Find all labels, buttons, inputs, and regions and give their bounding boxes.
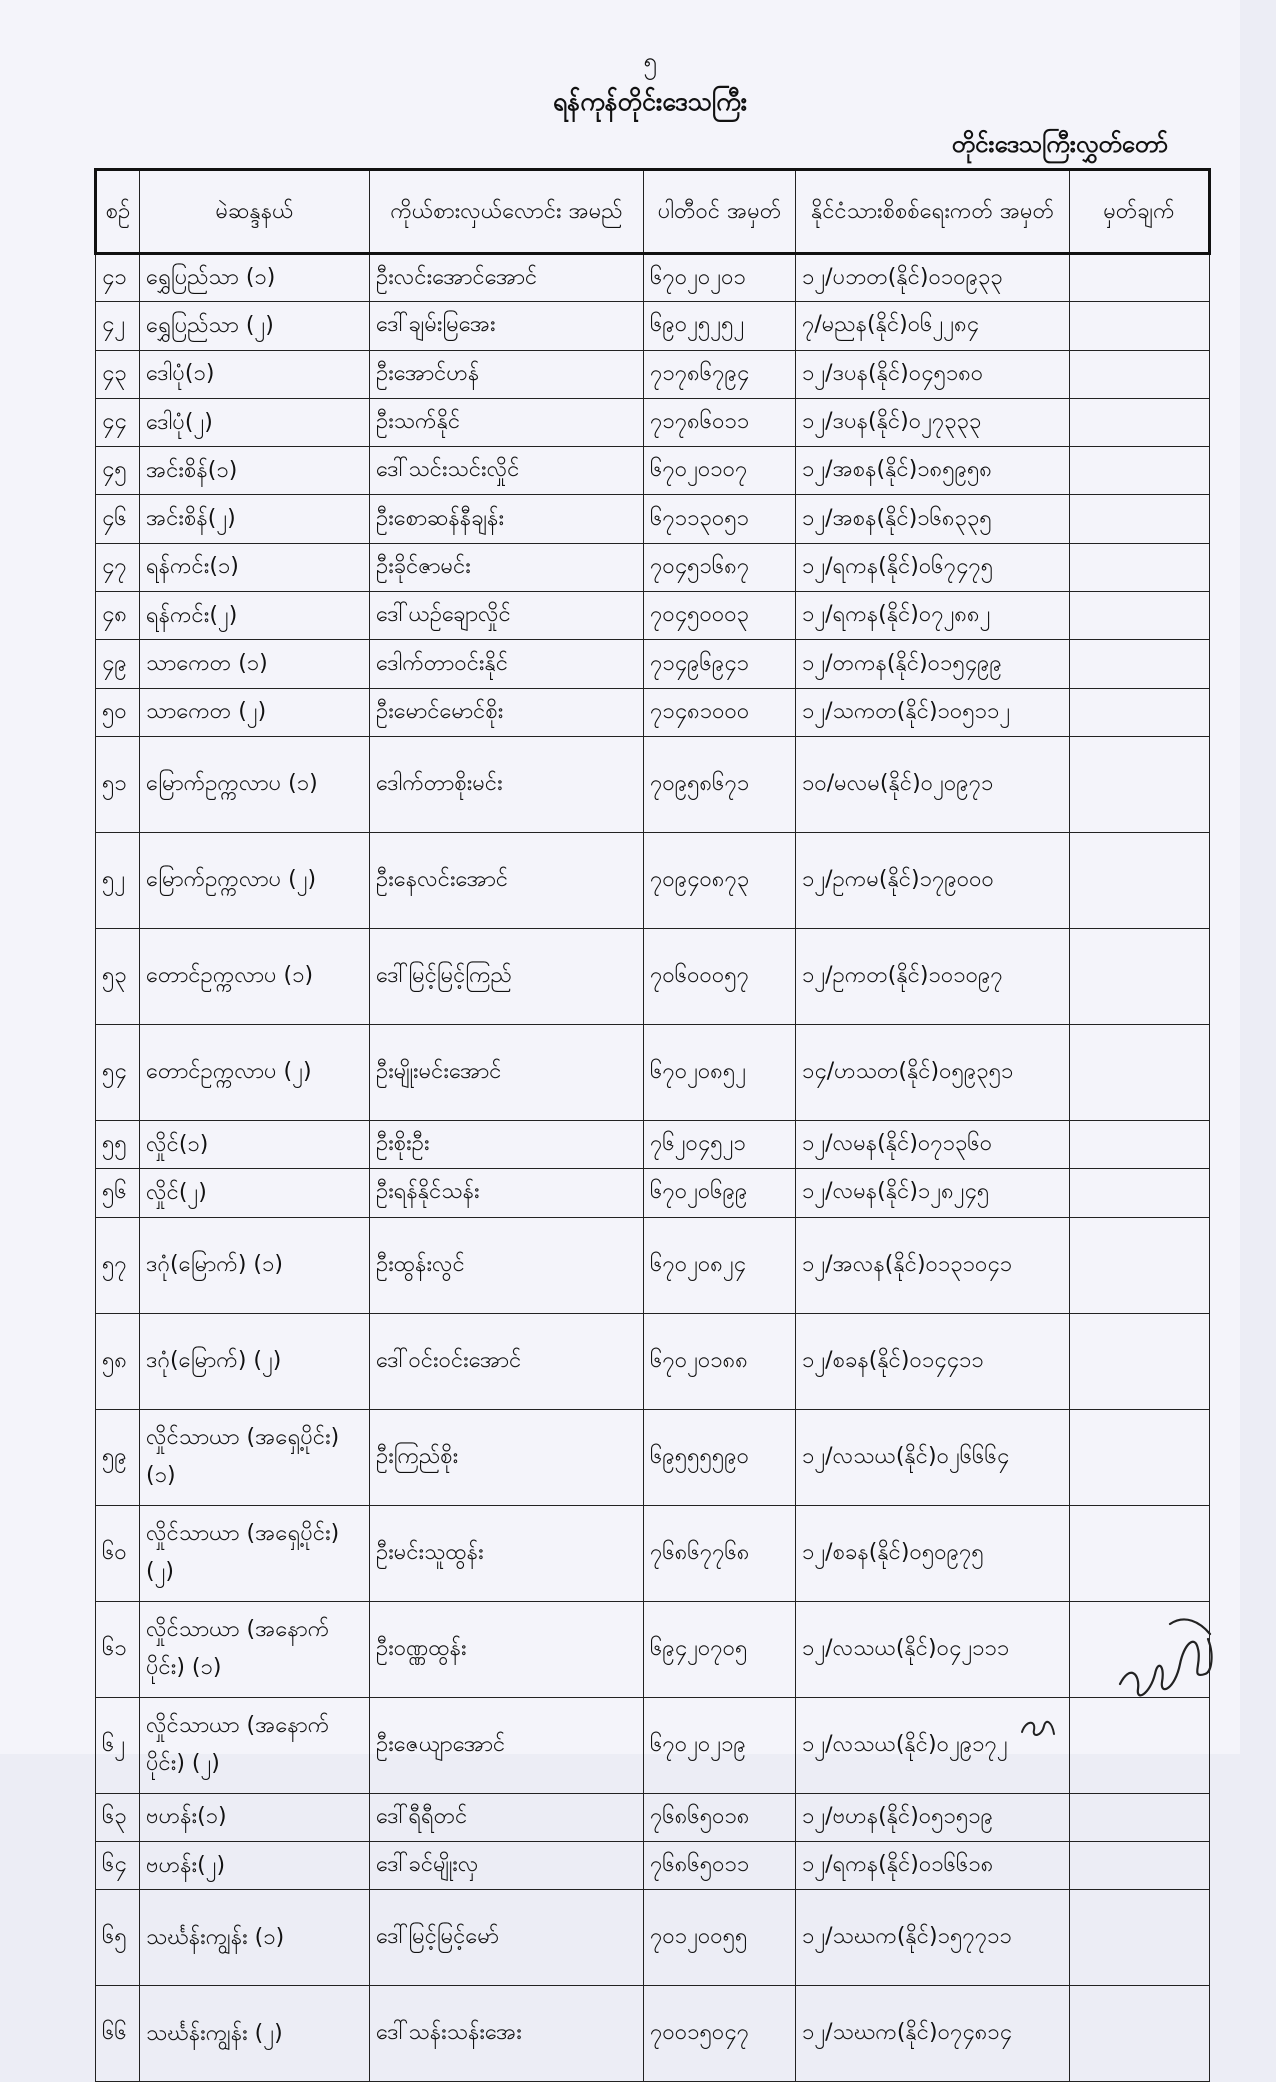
row-number: ၄၂ — [96, 302, 140, 350]
nrc-cell: ၁၂/သဃက(နိုင်)၁၅၇၇၁၁ — [796, 1890, 1070, 1986]
table-row — [96, 1169, 1210, 1217]
remark-cell — [1070, 495, 1210, 543]
row-number: ၅၇ — [96, 1217, 140, 1313]
candidate-name-cell: ဦးနေလင်းအောင် — [370, 832, 644, 928]
row-number: ၅၁ — [96, 736, 140, 832]
remark-cell — [1070, 640, 1210, 688]
constituency-cell: လှိုင်(၂) — [140, 1169, 370, 1217]
remark-cell — [1070, 1024, 1210, 1120]
table-row — [96, 1601, 1210, 1697]
candidate-name-cell: ဦးကြည်စိုး — [370, 1409, 644, 1505]
row-number: ၄၅ — [96, 447, 140, 495]
constituency-cell: လှိုင်သာယာ (အနောက်ပိုင်း) (၂) — [140, 1697, 370, 1793]
table-row — [96, 592, 1210, 640]
nrc-cell: ၁၂/အစန(နိုင်)၁၈၅၉၅၈ — [796, 447, 1070, 495]
table-row — [96, 1409, 1210, 1505]
table-row — [96, 495, 1210, 543]
nrc-cell: ၁၂/ရကန(နိုင်)၀၇၂၈၈၂ — [796, 592, 1070, 640]
candidate-name-cell: ဒေါ်မြင့်မြင့်မော် — [370, 1890, 644, 1986]
candidate-name-cell: ဒေါ်ရီရီတင် — [370, 1793, 644, 1841]
remark-cell — [1070, 592, 1210, 640]
remark-cell — [1070, 1120, 1210, 1168]
table-row — [96, 1793, 1210, 1841]
row-number: ၅၂ — [96, 832, 140, 928]
constituency-cell: ရန်ကင်း(၁) — [140, 543, 370, 591]
constituency-cell: လှိုင်သာယာ (အရှေ့ပိုင်း) (၂) — [140, 1505, 370, 1601]
nrc-cell: ၁၂/ဒပန(နိုင်)၀၂၇၃၃၃ — [796, 398, 1070, 446]
party-number-cell: ၆၇၀၂၀၂၁၉ — [644, 1697, 796, 1793]
candidate-name-cell: ဒေါ်ယဉ်ချောလှိုင် — [370, 592, 644, 640]
remark-cell — [1070, 1793, 1210, 1841]
constituency-cell: သင်္ဃန်းကျွန်း (၁) — [140, 1890, 370, 1986]
candidate-name-cell: ဒေါ်ချမ်းမြအေး — [370, 302, 644, 350]
candidate-name-cell: ဒေါက်တာစိုးမင်း — [370, 736, 644, 832]
table-row — [96, 447, 1210, 495]
table-row — [96, 736, 1210, 832]
nrc-cell: ၁၂/ရကန(နိုင်)၀၆၇၄၇၅ — [796, 543, 1070, 591]
nrc-cell: ၁၂/ဗဟန(နိုင်)၀၅၁၅၁၉ — [796, 1793, 1070, 1841]
row-number: ၆၅ — [96, 1890, 140, 1986]
candidate-table — [94, 168, 1211, 2082]
col-header-party-no: ပါတီဝင် အမှတ် — [644, 170, 796, 254]
col-header-remark: မှတ်ချက် — [1070, 170, 1210, 254]
row-number: ၅၄ — [96, 1024, 140, 1120]
row-number: ၅၆ — [96, 1169, 140, 1217]
row-number: ၅၉ — [96, 1409, 140, 1505]
party-number-cell: ၇၆၂၀၄၅၂၁ — [644, 1120, 796, 1168]
party-number-cell: ၇၆၈၆၇၇၆၈ — [644, 1505, 796, 1601]
party-number-cell: ၆၉၅၅၅၅၉၀ — [644, 1409, 796, 1505]
party-number-cell: ၇၀၆၀၀၀၅၇ — [644, 928, 796, 1024]
candidate-name-cell: ဦးစိုးဦး — [370, 1120, 644, 1168]
nrc-cell: ၁၂/လမန(နိုင်)၀၇၁၃၆၀ — [796, 1120, 1070, 1168]
constituency-cell: လှိုင်သာယာ (အနောက်ပိုင်း) (၁) — [140, 1601, 370, 1697]
constituency-cell: ဒေါပုံ(၁) — [140, 350, 370, 398]
remark-cell — [1070, 832, 1210, 928]
candidate-name-cell: ဒေါ်ဝင်းဝင်းအောင် — [370, 1313, 644, 1409]
party-number-cell: ၇၀၄၅၁၆၈၇ — [644, 543, 796, 591]
candidate-name-cell: ဒေါ်မြင့်မြင့်ကြည် — [370, 928, 644, 1024]
constituency-cell: အင်းစိန်(၁) — [140, 447, 370, 495]
party-number-cell: ၇၁၄၈၁၀၀၀ — [644, 688, 796, 736]
nrc-cell: ၁၄/ဟသတ(နိုင်)၀၅၉၃၅၁ — [796, 1024, 1070, 1120]
row-number: ၅၃ — [96, 928, 140, 1024]
initial-mark-icon — [1018, 1712, 1058, 1744]
remark-cell — [1070, 254, 1210, 302]
row-number: ၄၄ — [96, 398, 140, 446]
constituency-cell: ဒေါပုံ(၂) — [140, 398, 370, 446]
row-number: ၅၈ — [96, 1313, 140, 1409]
party-number-cell: ၇၆၈၆၅၀၁၁ — [644, 1841, 796, 1889]
nrc-cell: ၁၀/မလမ(နိုင်)၀၂၀၉၇၁ — [796, 736, 1070, 832]
remark-cell — [1070, 1313, 1210, 1409]
col-header-nrc: နိုင်ငံသားစိစစ်ရေးကတ် အမှတ် — [796, 170, 1070, 254]
remark-cell — [1070, 1217, 1210, 1313]
nrc-cell: ၁၂/တကန(နိုင်)၀၁၅၄၉၉ — [796, 640, 1070, 688]
signature-icon — [1110, 1604, 1220, 1714]
table-row — [96, 832, 1210, 928]
table-row — [96, 398, 1210, 446]
candidate-name-cell: ဒေါ်သင်းသင်းလှိုင် — [370, 447, 644, 495]
remark-cell — [1070, 543, 1210, 591]
candidate-name-cell: ဒေါက်တာဝင်းနိုင် — [370, 640, 644, 688]
nrc-cell: ၁၂/ဒပန(နိုင်)၀၄၅၁၈၀ — [796, 350, 1070, 398]
table-row — [96, 302, 1210, 350]
nrc-cell: ၇/မညန(နိုင်)၀၆၂၂၈၄ — [796, 302, 1070, 350]
row-number: ၅၅ — [96, 1120, 140, 1168]
nrc-cell: ၁၂/သကတ(နိုင်)၁၀၅၁၁၂ — [796, 688, 1070, 736]
candidate-name-cell: ဦးခိုင်ဇာမင်း — [370, 543, 644, 591]
party-number-cell: ၇၁၇၈၆၇၉၄ — [644, 350, 796, 398]
remark-cell — [1070, 302, 1210, 350]
table-row — [96, 254, 1210, 302]
table-row — [96, 1313, 1210, 1409]
remark-cell — [1070, 1841, 1210, 1889]
remark-cell — [1070, 1505, 1210, 1601]
remark-cell — [1070, 736, 1210, 832]
constituency-cell: သင်္ဃန်းကျွန်း (၂) — [140, 1986, 370, 2082]
nrc-cell: ၁၂/ဥကမ(နိုင်)၁၇၉၀၀၀ — [796, 832, 1070, 928]
party-number-cell: ၇၆၈၆၅၀၁၈ — [644, 1793, 796, 1841]
candidate-name-cell: ဦးလင်းအောင်အောင် — [370, 254, 644, 302]
legislature-heading: တိုင်းဒေသကြီးလွှတ်တော် — [951, 130, 1168, 158]
constituency-cell: မြောက်ဥက္ကလာပ (၂) — [140, 832, 370, 928]
region-title: ရန်ကုန်တိုင်းဒေသကြီး — [552, 87, 748, 116]
page-number: ၅ — [643, 47, 657, 75]
party-number-cell: ၆၇၀၂၀၈၂၄ — [644, 1217, 796, 1313]
nrc-cell: ၁၂/လမန(နိုင်)၁၂၈၂၄၅ — [796, 1169, 1070, 1217]
party-number-cell: ၆၇၀၂၀၂၀၁ — [644, 254, 796, 302]
table-row — [96, 1841, 1210, 1889]
party-number-cell: ၆၉၀၂၅၂၅၂ — [644, 302, 796, 350]
constituency-cell: ရန်ကင်း(၂) — [140, 592, 370, 640]
table-row — [96, 1217, 1210, 1313]
row-number: ၆၁ — [96, 1601, 140, 1697]
nrc-cell: ၁၂/လသယ(နိုင်)၀၂၆၆၆၄ — [796, 1409, 1070, 1505]
table-row — [96, 1024, 1210, 1120]
candidate-name-cell: ဦးအောင်ဟန် — [370, 350, 644, 398]
col-header-constituency: မဲဆန္ဒနယ် — [140, 170, 370, 254]
constituency-cell: ရွှေပြည်သာ (၁) — [140, 254, 370, 302]
row-number: ၄၇ — [96, 543, 140, 591]
party-number-cell: ၇၀၄၅၀၀၀၃ — [644, 592, 796, 640]
constituency-cell: ဗဟန်း(၂) — [140, 1841, 370, 1889]
nrc-cell: ၁၂/လသယ(နိုင်)၀၄၂၁၁၁ — [796, 1601, 1070, 1697]
constituency-cell: ဒဂုံ(မြောက်) (၂) — [140, 1313, 370, 1409]
row-number: ၄၉ — [96, 640, 140, 688]
candidate-name-cell: ဦးမျိုးမင်းအောင် — [370, 1024, 644, 1120]
constituency-cell: ဒဂုံ(မြောက်) (၁) — [140, 1217, 370, 1313]
row-number: ၆၃ — [96, 1793, 140, 1841]
row-number: ၆၆ — [96, 1986, 140, 2082]
party-number-cell: ၆၇၀၂၀၁၀၇ — [644, 447, 796, 495]
row-number: ၅၀ — [96, 688, 140, 736]
candidate-name-cell: ဦးစောဆန်နီချန်း — [370, 495, 644, 543]
col-header-candidate: ကိုယ်စားလှယ်လောင်း အမည် — [370, 170, 644, 254]
party-number-cell: ၇၀၀၁၅၀၄၇ — [644, 1986, 796, 2082]
nrc-cell: ၁၂/လသယ(နိုင်)၀၂၉၁၇၂ — [796, 1697, 1070, 1793]
row-number: ၄၆ — [96, 495, 140, 543]
constituency-cell: အင်းစိန်(၂) — [140, 495, 370, 543]
party-number-cell: ၆၇၀၂၀၁၈၈ — [644, 1313, 796, 1409]
remark-cell — [1070, 1169, 1210, 1217]
candidate-name-cell: ဦးမောင်မောင်စိုး — [370, 688, 644, 736]
party-number-cell: ၆၇၀၂၀၈၅၂ — [644, 1024, 796, 1120]
nrc-cell: ၁၂/အလန(နိုင်)၀၁၃၁၀၄၁ — [796, 1217, 1070, 1313]
party-number-cell: ၆၇၀၂၀၆၉၉ — [644, 1169, 796, 1217]
remark-cell — [1070, 447, 1210, 495]
table-row — [96, 1890, 1210, 1986]
party-number-cell: ၇၀၁၂၀၀၅၅ — [644, 1890, 796, 1986]
row-number: ၄၃ — [96, 350, 140, 398]
constituency-cell: သာကေတ (၂) — [140, 688, 370, 736]
candidate-name-cell: ဦးရန်နိုင်သန်း — [370, 1169, 644, 1217]
constituency-cell: လှိုင်(၁) — [140, 1120, 370, 1168]
candidate-name-cell: ဦးဇေယျာအောင် — [370, 1697, 644, 1793]
remark-cell — [1070, 1409, 1210, 1505]
remark-cell — [1070, 1986, 1210, 2082]
nrc-cell: ၁၂/ပဘတ(နိုင်)၀၁၀၉၃၃ — [796, 254, 1070, 302]
nrc-cell: ၁၂/သဃက(နိုင်)၀၇၄၈၁၄ — [796, 1986, 1070, 2082]
row-number: ၄၁ — [96, 254, 140, 302]
constituency-cell: လှိုင်သာယာ (အရှေ့ပိုင်း) (၁) — [140, 1409, 370, 1505]
candidate-name-cell: ဦးမင်းသူထွန်း — [370, 1505, 644, 1601]
table-row — [96, 1986, 1210, 2082]
row-number: ၄၈ — [96, 592, 140, 640]
party-number-cell: ၆၇၁၁၃၀၅၁ — [644, 495, 796, 543]
table-row — [96, 688, 1210, 736]
remark-cell — [1070, 398, 1210, 446]
constituency-cell: ရွှေပြည်သာ (၂) — [140, 302, 370, 350]
table-row — [96, 543, 1210, 591]
table-row — [96, 350, 1210, 398]
constituency-cell: တောင်ဥက္ကလာပ (၁) — [140, 928, 370, 1024]
constituency-cell: မြောက်ဥက္ကလာပ (၁) — [140, 736, 370, 832]
remark-cell — [1070, 928, 1210, 1024]
candidate-name-cell: ဒေါ်သန်းသန်းအေး — [370, 1986, 644, 2082]
row-number: ၆၀ — [96, 1505, 140, 1601]
remark-cell — [1070, 1890, 1210, 1986]
party-number-cell: ၇၁၇၈၆၀၁၁ — [644, 398, 796, 446]
nrc-cell: ၁၂/စခန(နိုင်)၀၁၄၄၁၁ — [796, 1313, 1070, 1409]
col-header-no: စဉ် — [96, 170, 140, 254]
party-number-cell: ၆၉၄၂၀၇၀၅ — [644, 1601, 796, 1697]
table-header-row — [96, 170, 1210, 254]
remark-cell — [1070, 688, 1210, 736]
nrc-cell: ၁၂/အစန(နိုင်)၁၆၈၃၃၅ — [796, 495, 1070, 543]
table-row — [96, 640, 1210, 688]
constituency-cell: တောင်ဥက္ကလာပ (၂) — [140, 1024, 370, 1120]
candidate-name-cell: ဦးဝဏ္ဏထွန်း — [370, 1601, 644, 1697]
party-number-cell: ၇၁၄၉၆၉၄၁ — [644, 640, 796, 688]
constituency-cell: သာကေတ (၁) — [140, 640, 370, 688]
remark-cell — [1070, 350, 1210, 398]
row-number: ၆၂ — [96, 1697, 140, 1793]
nrc-cell: ၁၂/ရကန(နိုင်)၀၁၆၆၁၈ — [796, 1841, 1070, 1889]
candidate-name-cell: ဒေါ်ခင်မျိုးလှ — [370, 1841, 644, 1889]
party-number-cell: ၇၀၉၅၈၆၇၁ — [644, 736, 796, 832]
candidate-name-cell: ဦးထွန်းလွင် — [370, 1217, 644, 1313]
table-row — [96, 928, 1210, 1024]
party-number-cell: ၇၀၉၄၀၈၇၃ — [644, 832, 796, 928]
table-row — [96, 1505, 1210, 1601]
candidate-name-cell: ဦးသက်နိုင် — [370, 398, 644, 446]
row-number: ၆၄ — [96, 1841, 140, 1889]
nrc-cell: ၁၂/ဥကတ(နိုင်)၁၀၁၀၉၇ — [796, 928, 1070, 1024]
table-row — [96, 1120, 1210, 1168]
constituency-cell: ဗဟန်း(၁) — [140, 1793, 370, 1841]
nrc-cell: ၁၂/စခန(နိုင်)၀၅၀၉၇၅ — [796, 1505, 1070, 1601]
